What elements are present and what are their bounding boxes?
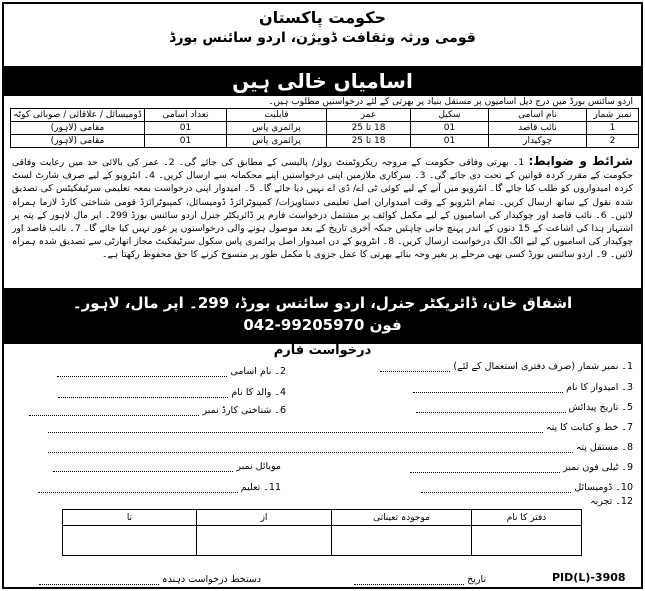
field-line[interactable] [58, 388, 228, 398]
division-heading: قومی ورثہ وثقافت ڈویژن، اردو سائنس بورڈ [169, 30, 476, 46]
field-dob [416, 402, 633, 413]
cell: 01 [411, 135, 489, 148]
field-label: 4۔ والد کا نام [231, 387, 286, 398]
exp-cell[interactable] [63, 526, 197, 556]
cell: پرائمری پاس [227, 135, 327, 148]
field-label: 3۔ امیدوار کا نام [566, 382, 633, 393]
vacancies-banner: اسامیاں خالی ہیں [4, 66, 641, 96]
field-post-name [57, 366, 286, 377]
col-qualification: قابلیت [227, 109, 327, 122]
field-label: 7۔ خط و کتابت کا پتہ [546, 422, 633, 433]
form-title: درخواست فارم [273, 343, 372, 358]
col-domicile: ڈومیسائل / علاقائی / صوبائی کوٹہ [11, 109, 145, 122]
col-post-name: نام اسامی [489, 109, 587, 122]
field-mobile [53, 461, 281, 472]
field-label: 1۔ نمبر شمار (صرف دفتری استعمال کے لئے) [453, 361, 633, 372]
phone-number: 042-99205970 [243, 316, 365, 334]
field-line[interactable] [380, 362, 450, 372]
field-label: 5۔ تاریخ پیدائش [568, 402, 633, 413]
field-line[interactable] [354, 575, 464, 585]
col-age: عمر [327, 109, 411, 122]
posts-table [10, 108, 639, 148]
field-line[interactable] [53, 462, 233, 472]
field-domicile [421, 482, 633, 493]
terms-text: 1۔ بھرتی وفاقی حکومت کے مروجہ ریکروٹمنٹ رولز/ پالیسی کے مطابق کی جائے گی۔ 2۔ عمر کی بالائی حد میں رعایت وفاقی حکومت کے مقرر کردہ قوانین کے تحت دی جائے گی۔ 3۔ سرکاری ملازمین اپنی درخواستیں اپنے محکمانہ سے ارسال کریں۔ 4۔ انٹرویو کے لیے صرف شارٹ لسٹ کردہ امیدواروں کو طلب کیا جائے گا۔ انٹرویو میں آنے کے لیے کوئی ٹی اے/ ڈی اے نہیں دیا جائے گا۔ 5۔ امیدوار اپنی درخواست بمعہ تعلیمی سرٹیفکیٹس کی تصدیق شدہ نقول کے ساتھ ارسال کریں۔ تمام انٹرویو کے وقت امیدواران اصل تعلیمی دستاویزات/ کمپیوٹرائزڈ ڈومیسائل، کمپیوٹرائزڈ قومی شناختی کارڈ لازما ہمراہ لائیں۔ 6۔ نائب قاصد اور چوکیدار کی اسامیوں کے لیے مکمل کوائف پر مشتمل درخواست فارم پر ڈائریکٹر جنرل اردو سائنس بورڈ 299۔ اپر مال لاہور کے پتہ پر اشتہار ہذا کی اشاعت کے 15 دنوں کے اندر پہنچ جانی چاہئیں جبکہ آخری تاریخ کے بعد موصول ہونے والی درخواستوں پر غور نہیں کیا جائے گا۔ 7۔ نائب قاصد اور چوکیدار کی اسامیوں کے لیے الگ الگ درخواست ارسال کریں۔ 8۔ انٹرویو کے دن امیدوار اصل پرائمری پاس سکول سرٹیفکیٹ مجاز اتھارٹی سے تصدیق شدہ ہمراہ لائیں۔ 9۔ اردو سائنس بورڈ کسی بھی مرحلے پر بغیر وجہ بتائے بھرتی کا عمل جزوی یا مکمل طور پر منسوخ کرنے کا حق محفوظ رکھتا ہے۔ [12, 157, 634, 261]
experience-row[interactable] [63, 526, 582, 556]
field-mailing-address [48, 422, 633, 433]
exp-col-to: تا [63, 510, 197, 526]
exp-cell[interactable] [472, 526, 582, 556]
exp-col-from: از [197, 510, 332, 526]
cell: نائب قاصد [489, 122, 587, 135]
intro-text: اردو سائنس بورڈ میں درج ذیل اسامیوں پر مستقل بنیاد پر بھرتی کے لئے درخواستیں مطلوب ہیں۔ [268, 97, 633, 107]
table-row [11, 122, 639, 135]
cell: چوکیدار [489, 135, 587, 148]
cell: 01 [145, 135, 227, 148]
exp-col-office: دفتر کا نام [472, 510, 582, 526]
field-line[interactable] [413, 383, 563, 393]
govt-heading: حکومت پاکستان [258, 8, 387, 27]
cell: مقامی (لاہور) [11, 122, 145, 135]
pid-number: PID(L)-3908 [552, 571, 626, 584]
job-advertisement [2, 2, 643, 589]
cell: مقامی (لاہور) [11, 135, 145, 148]
phone-label: فون [369, 316, 402, 334]
exp-cell[interactable] [197, 526, 332, 556]
field-label: 2۔ نام اسامی [230, 366, 286, 377]
field-experience [590, 496, 633, 507]
experience-header [63, 510, 582, 526]
field-label: 12۔ تجربہ [590, 496, 633, 507]
field-line[interactable] [39, 575, 159, 585]
cell: 18 تا 25 [327, 135, 411, 148]
phone-line [4, 312, 641, 334]
field-line[interactable] [48, 423, 543, 433]
field-label: 9۔ ٹیلی فون نمبر [563, 462, 633, 473]
exp-col-current-posting: موجودہ تعیناتی [332, 510, 472, 526]
address-line: اشفاق خان، ڈائریکٹر جنرل، اردو سائنس بورڈ، 299۔ اپر مال، لاہور۔ [72, 294, 573, 312]
cell: پرائمری پاس [227, 122, 327, 135]
exp-cell[interactable] [332, 526, 472, 556]
field-line[interactable] [421, 483, 571, 493]
field-line[interactable] [57, 367, 227, 377]
field-cnic [29, 405, 286, 416]
col-scale: سکیل [411, 109, 489, 122]
terms-conditions [12, 155, 633, 262]
field-label: موبائل نمبر [236, 461, 281, 472]
field-line[interactable] [29, 406, 199, 416]
field-label: دستخط درخواست دہندہ [162, 574, 261, 585]
cell: 1 [587, 122, 639, 135]
cell: 2 [587, 135, 639, 148]
field-serial [380, 361, 633, 372]
field-permanent-address [48, 442, 633, 453]
cell: 01 [145, 122, 227, 135]
field-signature [39, 574, 261, 585]
cell: 18 تا 25 [327, 122, 411, 135]
address-bar [4, 288, 641, 344]
field-label: 8۔ مستقل پتہ [575, 442, 633, 453]
field-line[interactable] [38, 483, 238, 493]
field-father-name [58, 387, 286, 398]
field-label: 11۔ تعلیم [240, 482, 281, 493]
posts-table-header [11, 109, 639, 122]
field-label: تاریخ [467, 574, 486, 585]
col-serial: نمبر شمار [587, 109, 639, 122]
field-line[interactable] [48, 443, 573, 453]
field-applicant-name [413, 382, 633, 393]
field-education [38, 482, 281, 493]
field-label: 10۔ ڈومیسائل [574, 482, 633, 493]
experience-table [62, 509, 582, 556]
field-line[interactable] [410, 463, 560, 473]
cell: 01 [411, 122, 489, 135]
field-label: 6۔ شناختی کارڈ نمبر [202, 405, 286, 416]
terms-title: شرائط و ضوابط: [528, 154, 634, 168]
field-telephone [410, 462, 633, 473]
field-line[interactable] [416, 403, 566, 413]
col-count: تعداد اسامی [145, 109, 227, 122]
table-row [11, 135, 639, 148]
field-date [354, 574, 486, 585]
